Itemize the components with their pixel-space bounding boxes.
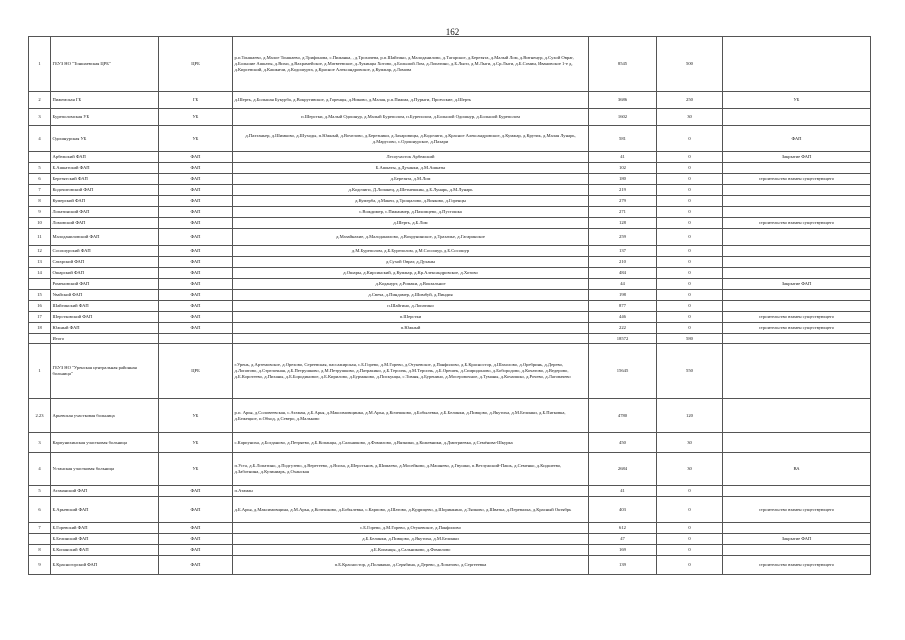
row-number: 3 bbox=[29, 433, 51, 453]
population: 198 bbox=[589, 290, 657, 301]
facility-type: ФАП bbox=[159, 545, 233, 556]
row-number: 2.23 bbox=[29, 399, 51, 433]
facility-name: Пижемская ГБ bbox=[51, 92, 159, 109]
beds-count: 0 bbox=[657, 218, 723, 229]
served-settlements: д.Шерть, д.Большая Букурба, д.Вокругивское, д.Горенцы, д.Никово, д.Малая, р.п.Пижма, д.Пурыги, Прозчские, д.Шерть bbox=[233, 92, 589, 109]
table-row bbox=[29, 433, 871, 453]
served-settlements: д.М.Буреполом, д.Б.Буреполом, д.М.Сосошур, д.Б.Сосошур bbox=[233, 246, 589, 257]
note: Закрытие ФАП bbox=[723, 152, 871, 163]
served-settlements: с.Вождимер, с.Пижанмер, д.Пахомцево, д.Пустошка bbox=[233, 207, 589, 218]
note bbox=[723, 334, 871, 344]
beds-count: 0 bbox=[657, 523, 723, 534]
table-row bbox=[29, 163, 871, 174]
facility-name: Малоданиловский ФАП bbox=[51, 229, 159, 246]
beds-count: 0 bbox=[657, 290, 723, 301]
row-number: 13 bbox=[29, 257, 51, 268]
table-row bbox=[29, 497, 871, 523]
population: 139 bbox=[589, 556, 657, 575]
served-settlements: д.Ошары, д.Кирсинский, д.Кумжар, д.Кр.Александровское, д.Хотово bbox=[233, 268, 589, 279]
facility-name: Атаманский ФАП bbox=[51, 486, 159, 497]
served-settlements: д.Сухой Овраг, д.Духаны bbox=[233, 257, 589, 268]
facility-name: Ломовский ФАП bbox=[51, 218, 159, 229]
population: 41 bbox=[589, 486, 657, 497]
facility-type: ФАП bbox=[159, 497, 233, 523]
facility-name: Карпунихинская участковая больница bbox=[51, 433, 159, 453]
table-row bbox=[29, 218, 871, 229]
population: 137 bbox=[589, 246, 657, 257]
beds-count: 0 bbox=[657, 207, 723, 218]
table-row bbox=[29, 126, 871, 152]
beds-count: 0 bbox=[657, 257, 723, 268]
table-row bbox=[29, 312, 871, 323]
served-settlements: д.Пахтаньер, д.Шимково, д.Шуходы, п.Южный, д.Вочелово, д.Березники, д.Захаровицы, д.Кодочиги, д.Красное Александровское, д.Кумжар, д.Крутик, д.Малая Лунарь, д.Марусово, с.Одошнурское, д.Пахари bbox=[233, 126, 589, 152]
row-number: 7 bbox=[29, 185, 51, 196]
row-number: 1 bbox=[29, 37, 51, 92]
table-row bbox=[29, 196, 871, 207]
facility-name: Одошнурская УБ bbox=[51, 126, 159, 152]
note bbox=[723, 163, 871, 174]
facility-name: Устанская участковая больница bbox=[51, 453, 159, 486]
table-row bbox=[29, 290, 871, 301]
facility-type: ФАП bbox=[159, 163, 233, 174]
table-row bbox=[29, 344, 871, 399]
row-number: 18 bbox=[29, 323, 51, 334]
row-number: 11 bbox=[29, 229, 51, 246]
row-number bbox=[29, 152, 51, 163]
population: 15645 bbox=[589, 344, 657, 399]
facility-type: УБ bbox=[159, 109, 233, 126]
row-number: 5 bbox=[29, 163, 51, 174]
note: ФАП bbox=[723, 126, 871, 152]
served-settlements: д.Б.Арья, д.Максимовщина, д.М.Арья, д.Кочешково, д.Бобылевка, с.Карпово, д.Шатово, д.Кудрицево, д.Шоринкино, д.Тяпково, д.Шватка, д.Перевалка, д.Красный Октябрь bbox=[233, 497, 589, 523]
table-row bbox=[29, 556, 871, 575]
note bbox=[723, 433, 871, 453]
note: строительство взамен существующего bbox=[723, 323, 871, 334]
note: строительство взамен существующего bbox=[723, 497, 871, 523]
facility-type: УБ bbox=[159, 453, 233, 486]
beds-count: 0 bbox=[657, 246, 723, 257]
row-number bbox=[29, 279, 51, 290]
row-number: 4 bbox=[29, 453, 51, 486]
facility-type: ФАП bbox=[159, 246, 233, 257]
facility-type: ФАП bbox=[159, 257, 233, 268]
served-settlements: п.Шерстки bbox=[233, 312, 589, 323]
served-settlements: д.Мазайнахие, д.Малоданилово, д.Вохрунинское, д.Трахачье, д.Гагаринское bbox=[233, 229, 589, 246]
served-settlements: п.Шайгино, д.Лопатино bbox=[233, 301, 589, 312]
row-number: 1 bbox=[29, 344, 51, 399]
beds-count: 120 bbox=[657, 399, 723, 433]
beds-count: 30 bbox=[657, 453, 723, 486]
row-number: 9 bbox=[29, 556, 51, 575]
beds-count: 0 bbox=[657, 556, 723, 575]
facility-name: Итого bbox=[51, 334, 159, 344]
facility-type: УБ bbox=[159, 433, 233, 453]
facility-name: Буреполомская УБ bbox=[51, 109, 159, 126]
note bbox=[723, 207, 871, 218]
note bbox=[723, 229, 871, 246]
facility-name: Сосошурский ФАП bbox=[51, 246, 159, 257]
served-settlements: Б.Ашкаты, д.Духанки, д.М.Ашкаты bbox=[233, 163, 589, 174]
row-number: 14 bbox=[29, 268, 51, 279]
facility-type: ФАП bbox=[159, 218, 233, 229]
facility-name: Б.Ашкатский ФАП bbox=[51, 163, 159, 174]
beds-count: 550 bbox=[657, 344, 723, 399]
note: строительство взамен существующего bbox=[723, 556, 871, 575]
facility-name: ГБУЗ НО "Тоншаевская ЦРБ" bbox=[51, 37, 159, 92]
facility-name: Южный ФАП bbox=[51, 323, 159, 334]
row-number: 6 bbox=[29, 174, 51, 185]
beds-count: 0 bbox=[657, 229, 723, 246]
beds-count: 0 bbox=[657, 545, 723, 556]
table-row bbox=[29, 207, 871, 218]
note: Закрытие ФАП bbox=[723, 279, 871, 290]
table-row bbox=[29, 229, 871, 246]
note: строительство взамен существующего bbox=[723, 218, 871, 229]
facility-name: Кумерский ФАП bbox=[51, 196, 159, 207]
served-settlements: д.Б.Белинки, д.Пивцово, д.Якутиха, д.М.Белинки bbox=[233, 534, 589, 545]
table-row bbox=[29, 523, 871, 534]
facility-type bbox=[159, 334, 233, 344]
facility-name: Роменовский ФАП bbox=[51, 279, 159, 290]
facility-type: ЦРБ bbox=[159, 344, 233, 399]
table-row bbox=[29, 92, 871, 109]
population: 128 bbox=[589, 218, 657, 229]
served-settlements: п.Б.Красностор, д.Полякино, д.Серябина, д.Дерево, д.Лопатово, д.Сергееевка bbox=[233, 556, 589, 575]
facility-type: ФАП bbox=[159, 556, 233, 575]
facility-name: Ошарский ФАП bbox=[51, 268, 159, 279]
population: 210 bbox=[589, 257, 657, 268]
population: 2684 bbox=[589, 453, 657, 486]
facility-name: Арбежский ФАП bbox=[51, 152, 159, 163]
served-settlements: п.Южный bbox=[233, 323, 589, 334]
facility-name: Б.Горевский ФАП bbox=[51, 523, 159, 534]
note: УБ bbox=[723, 92, 871, 109]
population: 877 bbox=[589, 301, 657, 312]
served-settlements: р.п.Тоншаево, д.Малое Тоншаево, д.Трифонова, с.Пижанка, , д.Трохачева, р.п.Шайгино, д.Малоданилово, д.Тагарское, д.Березята, д.Малый Лом, д.Витненур, д.Сухой Овраг, д.Большие Ашкаты, д.Вихи, д.Вахрамейское, д.Матвеевское, д.Лукинцы Хотово, д.Большой Лом, д.Лопатино, д.Б.Лыги, д.М.Лыги, д.Ср.Лыги, д.Б.Сомин, Ивановское 1-е д, д.Кирсевский, д.Кашкичи, д.Кодошурта, д.Красное Александровское, д.Кумжар, д.Ломова bbox=[233, 37, 589, 92]
population: 271 bbox=[589, 207, 657, 218]
beds-count: 0 bbox=[657, 152, 723, 163]
beds-count: 30 bbox=[657, 433, 723, 453]
note bbox=[723, 257, 871, 268]
row-number: 8 bbox=[29, 196, 51, 207]
row-number: 12 bbox=[29, 246, 51, 257]
row-number: 3 bbox=[29, 109, 51, 126]
population: 41 bbox=[589, 152, 657, 163]
population: 1602 bbox=[589, 109, 657, 126]
population: 484 bbox=[589, 268, 657, 279]
population: 446 bbox=[589, 312, 657, 323]
note bbox=[723, 301, 871, 312]
population: 403 bbox=[589, 497, 657, 523]
facility-type: ЦРБ bbox=[159, 37, 233, 92]
facility-name: Березятский ФАП bbox=[51, 174, 159, 185]
table-row bbox=[29, 185, 871, 196]
row-number: 16 bbox=[29, 301, 51, 312]
facility-type: ФАП bbox=[159, 486, 233, 497]
facility-name: Шайгинский ФАП bbox=[51, 301, 159, 312]
served-settlements: д.Кумерба, д.Макеи, д.Трощалово, д.Вояково, д.Горенцы bbox=[233, 196, 589, 207]
population: 612 bbox=[589, 523, 657, 534]
served-settlements: д.Шерть, д.Б.Лом bbox=[233, 218, 589, 229]
population: 102 bbox=[589, 163, 657, 174]
served-settlements: п.Атаман bbox=[233, 486, 589, 497]
population: 581 bbox=[589, 126, 657, 152]
facility-type: ФАП bbox=[159, 523, 233, 534]
row-number: 2 bbox=[29, 92, 51, 109]
table-row bbox=[29, 246, 871, 257]
note bbox=[723, 545, 871, 556]
facility-type: ФАП bbox=[159, 207, 233, 218]
beds-count: 500 bbox=[657, 37, 723, 92]
beds-count: 0 bbox=[657, 268, 723, 279]
facility-name: Б.Белинский ФАП bbox=[51, 534, 159, 545]
beds-count: 0 bbox=[657, 534, 723, 545]
population: 450 bbox=[589, 433, 657, 453]
facility-type: ФАП bbox=[159, 312, 233, 323]
facility-name: Б.Копанский ФАП bbox=[51, 545, 159, 556]
beds-count: 0 bbox=[657, 163, 723, 174]
table-row bbox=[29, 486, 871, 497]
population: 18572 bbox=[589, 334, 657, 344]
population: 44 bbox=[589, 279, 657, 290]
facility-type: ФАП bbox=[159, 229, 233, 246]
table-row bbox=[29, 109, 871, 126]
table-row bbox=[29, 152, 871, 163]
served-settlements: д.Б.Копанцы, д.Сальниково, д.Фомилово bbox=[233, 545, 589, 556]
beds-count: 0 bbox=[657, 497, 723, 523]
note bbox=[723, 290, 871, 301]
beds-count: 0 bbox=[657, 185, 723, 196]
served-settlements: д.Свеча, д.Пиндамер, д.Шимбуй, д.Пиндия bbox=[233, 290, 589, 301]
facility-name: Сатарский ФАП bbox=[51, 257, 159, 268]
page-number: 162 bbox=[445, 27, 460, 37]
facility-type: ФАП bbox=[159, 534, 233, 545]
row-number: 7 bbox=[29, 523, 51, 534]
note bbox=[723, 185, 871, 196]
facility-type: ФАП bbox=[159, 301, 233, 312]
population: 169 bbox=[589, 545, 657, 556]
note: строительство взамен существующего bbox=[723, 312, 871, 323]
population: 279 bbox=[589, 196, 657, 207]
served-settlements: Лесоучасток Арбежский bbox=[233, 152, 589, 163]
beds-count: 0 bbox=[657, 279, 723, 290]
note: Закрытие ФАП bbox=[723, 534, 871, 545]
table-row bbox=[29, 534, 871, 545]
served-settlements: д.Коданурт, д.Ромаки, д.Вокзальное bbox=[233, 279, 589, 290]
row-number: 10 bbox=[29, 218, 51, 229]
facility-type: ФАП bbox=[159, 196, 233, 207]
facility-type: ФАП bbox=[159, 152, 233, 163]
population: 3686 bbox=[589, 92, 657, 109]
facility-type: ФАП bbox=[159, 290, 233, 301]
facility-type: ФАП bbox=[159, 185, 233, 196]
facility-name: ГБУЗ НО "Уренская центральная районная больница" bbox=[51, 344, 159, 399]
table-row bbox=[29, 268, 871, 279]
note: ВА bbox=[723, 453, 871, 486]
row-number: 15 bbox=[29, 290, 51, 301]
facility-name: Кодочиговский ФАП bbox=[51, 185, 159, 196]
facility-type: ФАП bbox=[159, 323, 233, 334]
row-number: 4 bbox=[29, 126, 51, 152]
served-settlements: п.Шерстки, д.Малый Одошнур, д.Малый Буреполом, п.Буреполом, д.Большой Одошнур, д.Большой Буреполом bbox=[233, 109, 589, 126]
note bbox=[723, 523, 871, 534]
served-settlements: с.Карпуниха, д.Богданово, д.Петряево, д.Б.Копанцы, д.Сальниково, д.Фомилово, д.Вязники, д.Кожевники, д.Дмитриевка, д.Семёнова-Шкурка bbox=[233, 433, 589, 453]
beds-count: 250 bbox=[657, 92, 723, 109]
note bbox=[723, 399, 871, 433]
beds-count: 0 bbox=[657, 196, 723, 207]
table-row bbox=[29, 334, 871, 344]
note bbox=[723, 196, 871, 207]
population: 259 bbox=[589, 229, 657, 246]
facility-name: Лопатинский ФАП bbox=[51, 207, 159, 218]
facility-name: Б.Арьевский ФАП bbox=[51, 497, 159, 523]
served-settlements: д.Кодочиги, Д.Лопанец, д.Шетнешкин, д.Б.Лунарь, д.М.Лунарь bbox=[233, 185, 589, 196]
row-number: 17 bbox=[29, 312, 51, 323]
table-row bbox=[29, 545, 871, 556]
facility-type: УБ bbox=[159, 126, 233, 152]
facility-type: УБ bbox=[159, 399, 233, 433]
table-row bbox=[29, 37, 871, 92]
note bbox=[723, 109, 871, 126]
note: строительство взамен существующего bbox=[723, 174, 871, 185]
table-row bbox=[29, 323, 871, 334]
beds-count: 0 bbox=[657, 126, 723, 152]
beds-count: 0 bbox=[657, 301, 723, 312]
population: 222 bbox=[589, 323, 657, 334]
table-row bbox=[29, 279, 871, 290]
facility-name: Б.Красногорский ФАП bbox=[51, 556, 159, 575]
row-number: 6 bbox=[29, 497, 51, 523]
served-settlements: с.Б.Горево, д.М.Горево, д.Отукевское, д.Панфилово bbox=[233, 523, 589, 534]
row-number: 9 bbox=[29, 207, 51, 218]
population: 4780 bbox=[589, 399, 657, 433]
note bbox=[723, 246, 871, 257]
served-settlements bbox=[233, 334, 589, 344]
note bbox=[723, 268, 871, 279]
population: 47 bbox=[589, 534, 657, 545]
row-number: 8 bbox=[29, 545, 51, 556]
table-row bbox=[29, 399, 871, 433]
served-settlements: п.Уста, д.Б.Лопатино, д.Подгузево, д.Веретеево, д.Ясиха, д.Шерстьнов, д.Шимаево, д.Мосейково, д.Машнево, д.Гвушки, п.Ветлужский-Пашь, д.Семенко, д.Кидшеево, д.Заботнина, д.Кузиниарь, д.Оханская bbox=[233, 453, 589, 486]
facility-type: ФАП bbox=[159, 174, 233, 185]
row-number: 5 bbox=[29, 486, 51, 497]
facility-type: ФАП bbox=[159, 268, 233, 279]
facility-type: ГБ bbox=[159, 92, 233, 109]
table-row bbox=[29, 453, 871, 486]
table-row bbox=[29, 257, 871, 268]
beds-count: 580 bbox=[657, 334, 723, 344]
beds-count: 0 bbox=[657, 312, 723, 323]
facility-name: Арьевская участковая больница bbox=[51, 399, 159, 433]
note bbox=[723, 37, 871, 92]
facility-name: Увайский ФАП bbox=[51, 290, 159, 301]
facility-type: ФАП bbox=[159, 279, 233, 290]
beds-count: 0 bbox=[657, 323, 723, 334]
facilities-table bbox=[28, 36, 871, 575]
population: 8545 bbox=[589, 37, 657, 92]
note bbox=[723, 344, 871, 399]
row-number bbox=[29, 534, 51, 545]
table-row bbox=[29, 301, 871, 312]
beds-count: 30 bbox=[657, 109, 723, 126]
population: 219 bbox=[589, 185, 657, 196]
row-number bbox=[29, 334, 51, 344]
beds-count: 0 bbox=[657, 486, 723, 497]
served-settlements: д.Березята, д.М.Лом bbox=[233, 174, 589, 185]
beds-count: 0 bbox=[657, 174, 723, 185]
population: 180 bbox=[589, 174, 657, 185]
served-settlements: р.п. Арья, д.Соловеевская, с.Атаман, д.Б.Арья, д.Максимовщинка, д.М.Арья, д.Кочешково, д.Бобылевка, д.Б.Белинки, д.Пивцово, д.Якутиха, д.М.Белинки, д.Б.Пятковка, д.Бежецкое, п.Обход, д.Северо, д.Мальково bbox=[233, 399, 589, 433]
table-row bbox=[29, 174, 871, 185]
note bbox=[723, 486, 871, 497]
served-settlements: г.Урень, д.Артемовское, д.Орехово, Сереевская, пассажирская, с.Б.Горево, д.М.Горево, д.Отукевское, д.Панфилово, д.Б.Красностор, д.Шахолово, д.Оребринь, д.Дерево, д.Лопатово, д.Стрелочная, д.Б.Петрушково, д.М.Петрушково, д.Патракино, д.Б.Терсичь, д.М.Терсичь, д.Б.Орешек, д.Спиридоново, д.Бобородово, д.Кочатово, д.Ведерово, д.Б.Коротеево, д.Пиханы, д.Б.Бородиновое, д.Б.Кирилово, д.Бурманово, д.Пискунцы, с.Тимня, д.Буренино, д.Мосеровочное, д.Туманы, д.Кочапшко, д.Рочево, д.Лаговачево bbox=[233, 344, 589, 399]
facility-name: Шерстковский ФАП bbox=[51, 312, 159, 323]
